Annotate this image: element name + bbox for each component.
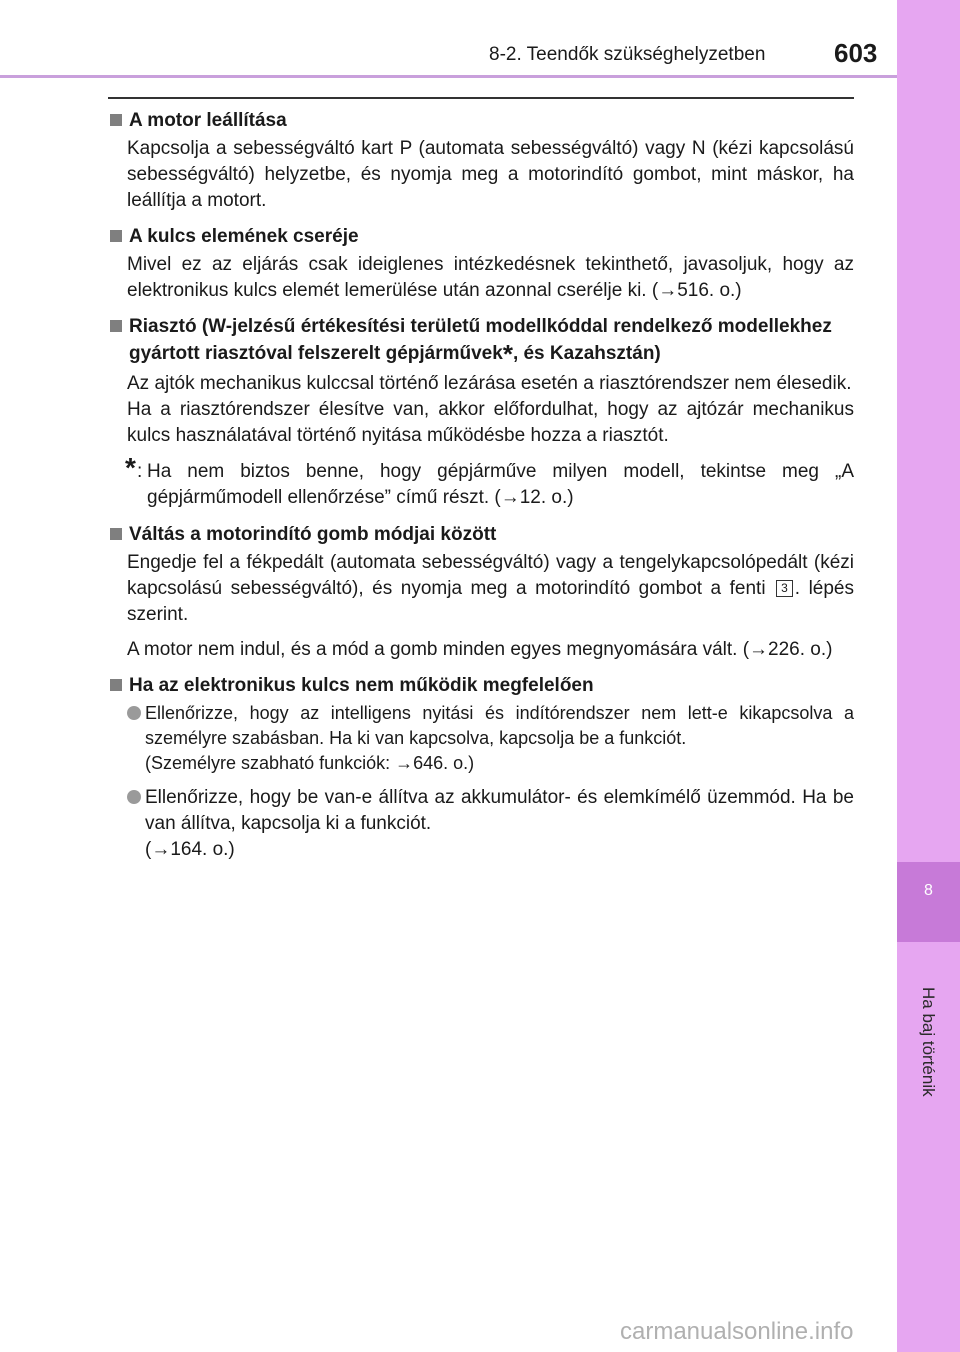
footnote-asterisk: * — [502, 339, 513, 369]
header-section-title: 8-2. Teendők szükséghelyzetben — [489, 44, 766, 65]
section-key-malfunction — [108, 672, 854, 863]
watermark: carmanualsonline.info — [620, 1318, 854, 1345]
page-content — [108, 107, 854, 863]
square-bullet-icon — [110, 230, 122, 242]
chapter-tab-strip — [897, 0, 960, 1352]
list-item: Ellenőrizze, hogy be van-e állítva az akkumulátor- és elemkímélő üzemmód. Ha be van állítva, kapcsolja ki a funkciót. (→164. o.) — [127, 785, 854, 863]
paragraph: A motor nem indul, és a mód a gomb minden egyes megnyomására vált. (→226. o.) — [127, 639, 833, 660]
square-bullet-icon — [110, 320, 122, 332]
chapter-label: Ha baj történik — [919, 987, 938, 1097]
section-title: Ha az elektronikus kulcs nem működik megfelelően — [108, 672, 854, 699]
square-bullet-icon — [110, 528, 122, 540]
section-mode-switch — [108, 521, 854, 663]
section-title: Váltás a motorindító gomb módjai között — [108, 521, 854, 548]
square-bullet-icon — [110, 679, 122, 691]
footnote: * : Ha nem biztos benne, hogy gépjárműve milyen modell, tekintse meg „A gépjárműmodell ellenőrzése” című részt. (→12. o.) — [125, 452, 854, 508]
step-number-box: 3 — [776, 580, 793, 597]
section-engine-stop — [108, 107, 854, 214]
section-title: A motor leállítása — [108, 107, 854, 134]
paragraph: Az ajtók mechanikus kulccsal történő lezárása esetén a riasztórendszer nem élesedik. Ha a riasztórendszer élesítve van, akkor előfordulhat, hogy az ajtózár mechanikus kulcs használatával történő nyitása működésbe hozza a riasztót. — [127, 373, 854, 446]
section-key-battery — [108, 223, 854, 304]
circle-bullet-icon — [127, 706, 141, 720]
section-title: Riasztó (W-jelzésű értékesítési területű modellkóddal rendelkező modellekhez gyártott riasztóval felszerelt gépjárművek*, és Kazahsztán) — [108, 313, 854, 367]
section-title: A kulcs elemének cseréje — [108, 223, 854, 250]
chapter-number-box — [897, 862, 960, 942]
paragraph: Kapcsolja a sebességváltó kart P (automata sebességváltó) vagy N (kézi kapcsolású sebességváltó) helyzetbe, és nyomja meg a motorindító gombot, mint máskor, ha leállítja a motort. — [127, 138, 854, 211]
paragraph: Engedje fel a fékpedált (automata sebességváltó) vagy a tengelykapcsolópedált (kézi kapcsolású sebességváltó), és nyomja meg a motorindító gombot a fenti 3 . lépés szerint. — [127, 552, 855, 625]
list-item: Ellenőrizze, hogy az intelligens nyitási és indítórendszer nem lett-e kikapcsolva a személyre szabásban. Ha ki van kapcsolva, kapcsolja be a funkciót. (Személyre szabható funkciók: →646. o.) — [127, 701, 854, 776]
section-alarm — [108, 313, 854, 511]
circle-bullet-icon — [127, 790, 141, 804]
footnote-asterisk: * — [125, 452, 136, 483]
header-divider — [0, 75, 900, 78]
page-number: 603 — [834, 38, 878, 68]
square-bullet-icon — [110, 114, 122, 126]
content-top-rule — [108, 97, 854, 99]
paragraph: Mivel ez az eljárás csak ideiglenes intézkedésnek tekinthető, javasoljuk, hogy az elektronikus kulcs elemét lemerülése után azonnal cserélje ki. (→516. o.) — [127, 254, 854, 301]
chapter-number: 8 — [924, 882, 933, 899]
